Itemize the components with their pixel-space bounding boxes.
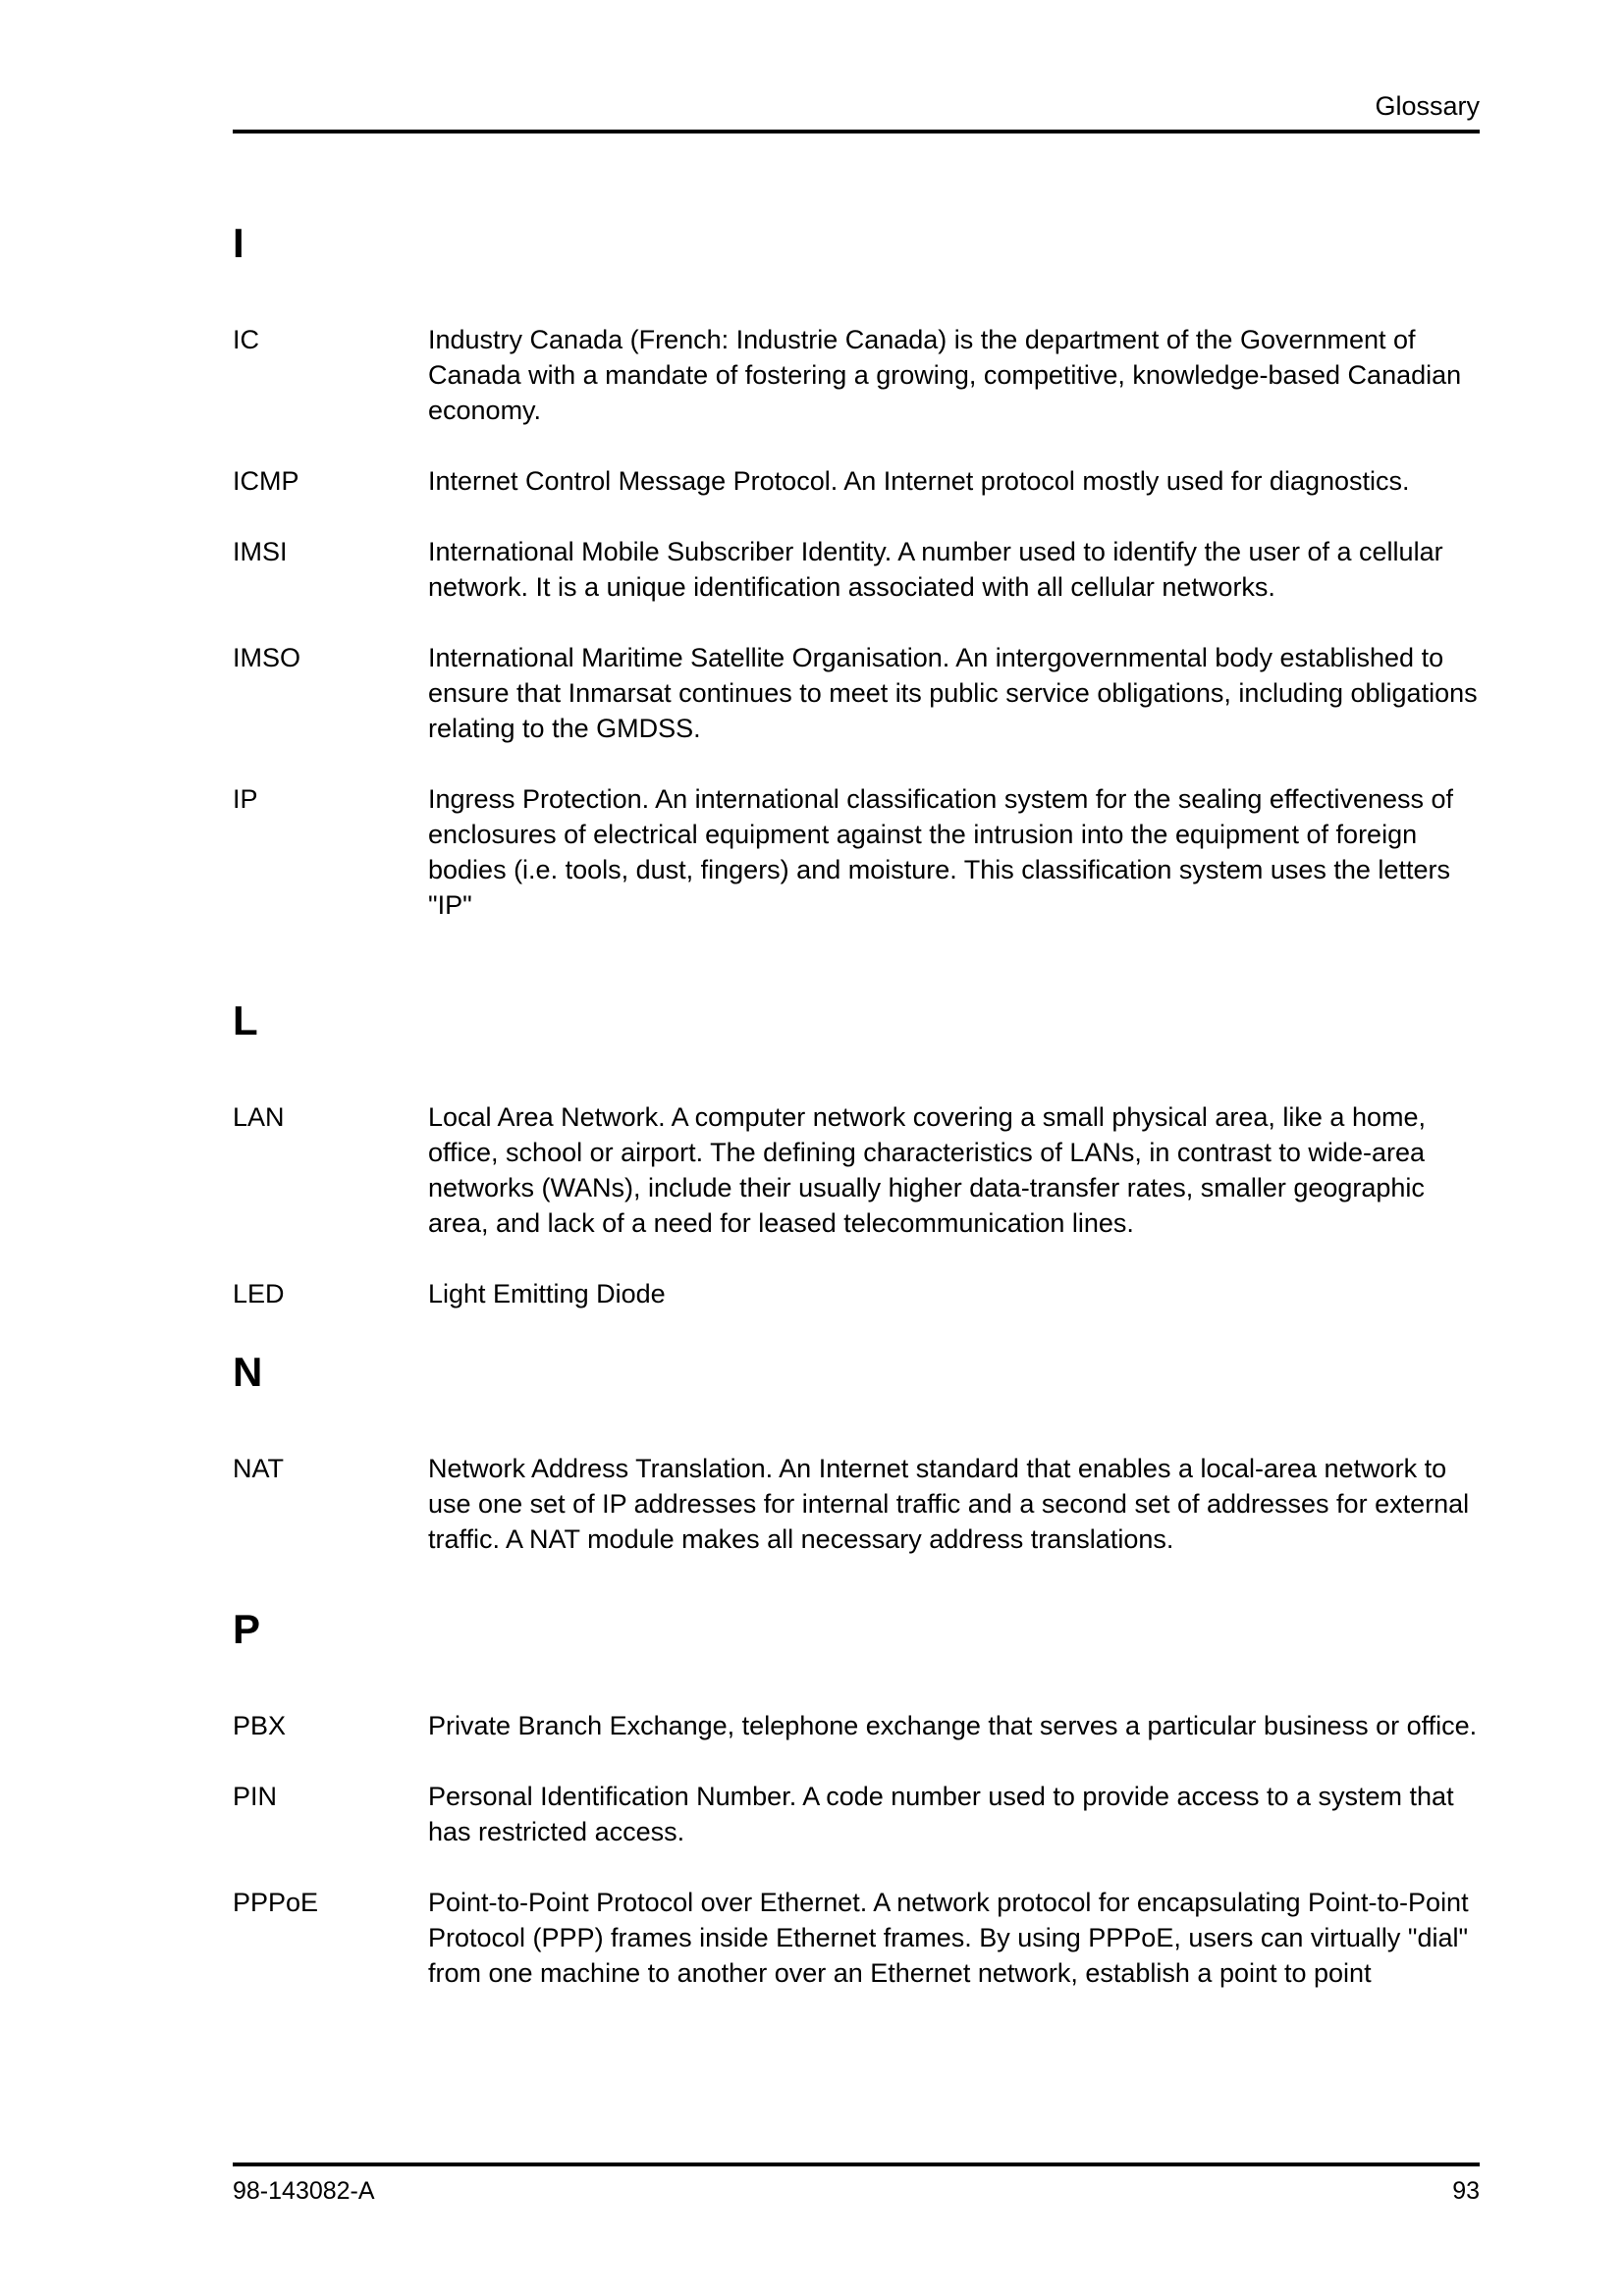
glossary-definition: Network Address Translation. An Internet standard that enables a local-area network to use one set of IP addresses for internal traffic and a second set of addresses for external traffic. A NAT module makes all necessary address translations. xyxy=(428,1454,1470,1554)
glossary-entry-imsi xyxy=(233,534,1480,605)
glossary-entry-lan xyxy=(233,1099,1480,1241)
glossary-definition: Personal Identification Number. A code number used to provide access to a system that has restricted access. xyxy=(428,1782,1454,1846)
glossary-entry-icmp xyxy=(233,463,1480,499)
section-letter: L xyxy=(233,997,258,1043)
glossary-entry-nat xyxy=(233,1451,1480,1557)
glossary-term: PIN xyxy=(233,1782,278,1811)
glossary-definition: Point-to-Point Protocol over Ethernet. A network protocol for encapsulating Point-to-Point Protocol (PPP) frames inside Ethernet frames. By using PPPoE, users can virtually "dial" from one machine to another over an Ethernet network, establish a point to point xyxy=(428,1888,1469,1988)
glossary-definition: Local Area Network. A computer network covering a small physical area, like a home, office, school or airport. The defining characteristics of LANs, in contrast to wide-area networks (WANs), include their usually higher data-transfer rates, smaller geographic area, and lack of a need for leased telecommunication lines. xyxy=(428,1102,1426,1238)
glossary-term: PPPoE xyxy=(233,1888,319,1917)
glossary-term: LAN xyxy=(233,1102,285,1132)
glossary-term: IMSI xyxy=(233,537,288,566)
section-letter: P xyxy=(233,1606,261,1652)
glossary-definition: Ingress Protection. An international classification system for the sealing effectiveness of enclosures of electrical equipment against the intrusion into the equipment of foreign bodies (i.e. tools, dust, fingers) and moisture. This classification system uses the letters "IP" xyxy=(428,784,1454,920)
glossary-entry-ip xyxy=(233,781,1480,923)
glossary-term: LED xyxy=(233,1279,285,1308)
section-letter: N xyxy=(233,1349,263,1395)
page-number: 93 xyxy=(1452,2177,1480,2205)
glossary-content xyxy=(233,218,1480,2026)
page-footer xyxy=(233,2163,1480,2210)
glossary-definition: Light Emitting Diode xyxy=(428,1279,666,1308)
section-i xyxy=(233,218,1480,923)
header-title: Glossary xyxy=(1375,91,1480,121)
glossary-term: ICMP xyxy=(233,466,299,496)
glossary-definition: International Mobile Subscriber Identity. A number used to identify the user of a cellular network. It is a unique identification associated with all cellular networks. xyxy=(428,537,1443,602)
glossary-entry-imso xyxy=(233,640,1480,746)
section-letter: I xyxy=(233,220,244,266)
section-p xyxy=(233,1604,1480,1991)
glossary-definition: Industry Canada (French: Industrie Canada) is the department of the Government of Canada with a mandate of fostering a growing, competitive, knowledge-based Canadian economy. xyxy=(428,325,1462,425)
glossary-term: IMSO xyxy=(233,643,301,672)
glossary-entry-pppoe xyxy=(233,1885,1480,1991)
glossary-definition: Internet Control Message Protocol. An Internet protocol mostly used for diagnostics. xyxy=(428,466,1410,496)
glossary-definition: Private Branch Exchange, telephone exchange that serves a particular business or office. xyxy=(428,1711,1478,1740)
glossary-entry-ic xyxy=(233,322,1480,428)
page-header xyxy=(233,86,1480,133)
section-l xyxy=(233,995,1480,1311)
glossary-term: IC xyxy=(233,325,259,354)
glossary-term: PBX xyxy=(233,1711,287,1740)
glossary-entry-led xyxy=(233,1276,1480,1311)
glossary-definition: International Maritime Satellite Organisation. An intergovernmental body established to ensure that Inmarsat continues to meet its public service obligations, including obligations relating to the GMDSS. xyxy=(428,643,1478,743)
glossary-entry-pbx xyxy=(233,1708,1480,1743)
section-n xyxy=(233,1347,1480,1557)
glossary-entry-pin xyxy=(233,1779,1480,1849)
glossary-term: IP xyxy=(233,784,258,814)
document-number: 98-143082-A xyxy=(233,2177,375,2205)
glossary-term: NAT xyxy=(233,1454,284,1483)
